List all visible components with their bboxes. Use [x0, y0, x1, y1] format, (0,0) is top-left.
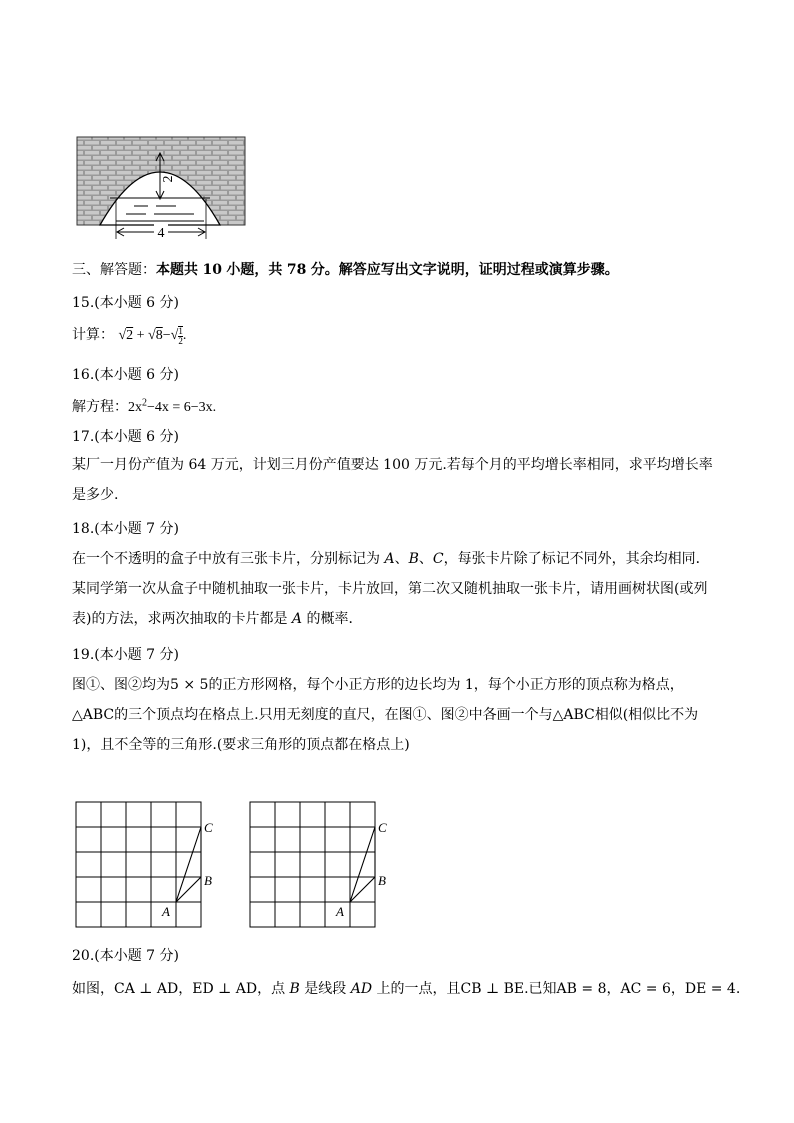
grid1-label-a: A	[162, 904, 170, 919]
q20-title: 20.(本小题 7 分)	[72, 948, 179, 964]
arch-height-label: 2	[161, 175, 176, 183]
section-heading: 三、解答题：本题共 10 小题，共 78 分。解答应写出文字说明，证明过程或演算步骤。	[72, 262, 619, 278]
q18-text: 在一个不透明的盒子中放有三张卡片，分别标记为 A、B、C，每张卡片除了标记不同外，其余均相同．某同学第一次从盒子中随机抽取一张卡片，卡片放回，第二次又随机抽取一张卡片，请用画树状图(或列表)的方法，求两次抽取的卡片都是 A 的概率．	[72, 551, 710, 627]
grid1-label-c: C	[204, 820, 213, 835]
grid2-label-b: B	[378, 873, 386, 888]
q15-title: 15.(本小题 6 分)	[72, 295, 179, 311]
grid2-label-c: C	[378, 820, 387, 835]
q19-title: 19.(本小题 7 分)	[72, 647, 179, 663]
q15-expression: 计算： √2 + √8−√ $\frac{1}{2}$ .	[72, 325, 187, 346]
q18-title: 18.(本小题 7 分)	[72, 521, 179, 537]
q20-text: 如图，CA ⊥ AD，ED ⊥ AD，点 B 是线段 AD 上的一点，且CB ⊥ BE.已知AB = 8，AC = 6，DE = 4.	[72, 981, 741, 997]
grid2-label-a: A	[336, 904, 344, 919]
grid-figure-1	[72, 800, 232, 930]
grid1-label-b: B	[204, 873, 212, 888]
q17-title: 17.(本小题 6 分)	[72, 429, 179, 445]
arch-figure	[76, 135, 248, 241]
q16-title: 16.(本小题 6 分)	[72, 367, 179, 383]
grid-figure-2	[246, 800, 406, 930]
q16-equation: 解方程：$2x^2-4x = 6-3x$.	[72, 397, 217, 415]
arch-width-label: 4	[157, 226, 165, 241]
q17-text: 某厂一月份产值为 64 万元，计划三月份产值要达 100 万元.若每个月的平均增长率相同，求平均增长率是多少.	[72, 457, 713, 503]
q19-text: 图①、图②均为5 × 5的正方形网格，每个小正方形的边长均为 1，每个小正方形的顶点称为格点，△ABC的三个顶点均在格点上.只用无刻度的直尺，在图①、图②中各画一个与△ABC相似(相似比不为1)，且不全等的三角形.(要求三角形的顶点都在格点上)	[72, 677, 699, 753]
